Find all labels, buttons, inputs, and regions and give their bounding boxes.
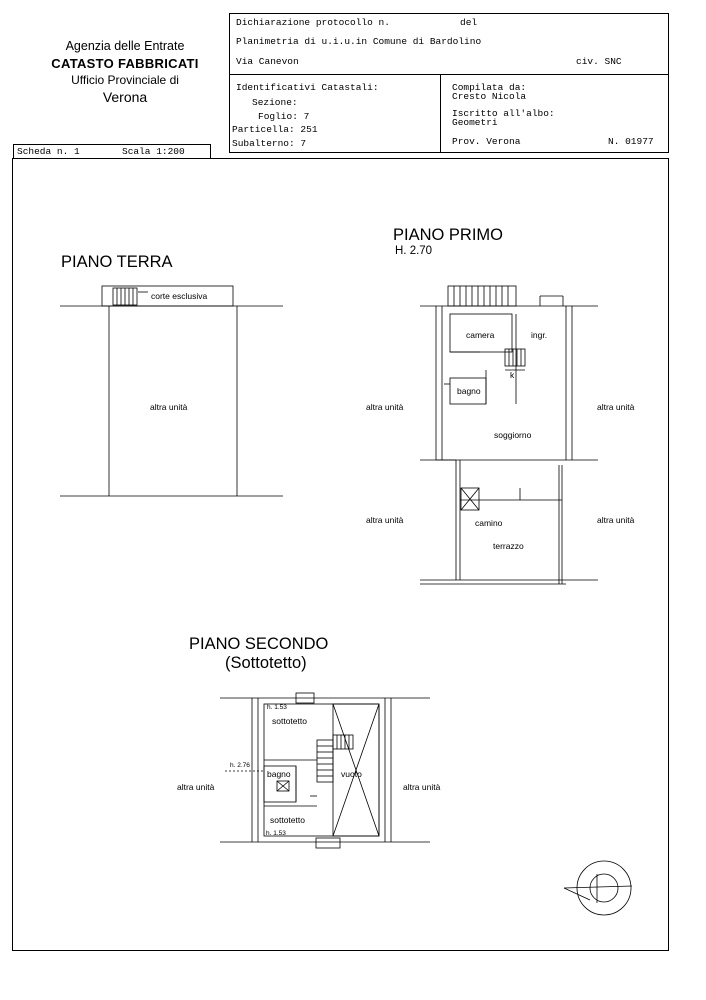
height-bottom-label: h. 1.53: [266, 830, 286, 837]
bagno-secondo-label: bagno: [267, 769, 291, 779]
agency-name: Agenzia delle Entrate: [65, 39, 185, 53]
ingresso-label: ingr.: [531, 330, 548, 340]
dichiarazione-label: Dichiarazione protocollo n.: [236, 17, 390, 28]
albo-value: Geometri: [452, 117, 498, 128]
subalterno-label: Subalterno: 7: [232, 138, 307, 149]
del-label: del: [460, 17, 478, 28]
address-via: Via Canevon: [236, 56, 299, 67]
altra-unita-left-1: altra unità: [366, 402, 404, 412]
altra-unita-label: altra unità: [150, 402, 188, 412]
particella-label: Particella: 251: [232, 124, 318, 135]
camino-label: camino: [475, 518, 503, 528]
k-label: k: [510, 370, 515, 380]
piano-secondo-subtitle: (Sottotetto): [225, 654, 307, 672]
height-top-label: h. 1.53: [267, 704, 287, 711]
piano-primo-height: H. 2.70: [395, 245, 433, 257]
foglio-label: Foglio: 7: [258, 111, 310, 122]
catasto-title: CATASTO FABBRICATI: [51, 56, 199, 71]
altra-unita-right-secondo: altra unità: [403, 782, 441, 792]
altra-unita-right-1: altra unità: [597, 402, 635, 412]
piano-secondo-drawing: [220, 693, 430, 848]
ufficio-label: Ufficio Provinciale di: [71, 73, 179, 87]
address-civ: civ. SNC: [576, 56, 622, 67]
sottotetto-bottom-label: sottotetto: [270, 815, 305, 825]
sezione-label: Sezione:: [252, 97, 298, 108]
identificativi-label: Identificativi Catastali:: [236, 82, 379, 93]
height-mid-label: h. 2.76: [230, 762, 250, 769]
corte-esclusiva-label: corte esclusiva: [151, 291, 208, 301]
vuoto-label: vuoto: [341, 769, 362, 779]
altra-unita-left-secondo: altra unità: [177, 782, 215, 792]
piano-terra-drawing: [60, 286, 283, 496]
bagno-label: bagno: [457, 386, 481, 396]
compilata-label: Compilata da:: [452, 82, 527, 93]
numero-label: N. 01977: [608, 136, 654, 147]
sottotetto-top-label: sottotetto: [272, 716, 307, 726]
soggiorno-label: soggiorno: [494, 430, 532, 440]
piano-terra-title: PIANO TERRA: [61, 253, 173, 271]
north-arrow-icon: [564, 861, 632, 915]
compilatore-name: Cresto Nicola: [452, 91, 527, 102]
ufficio-city: Verona: [102, 89, 148, 105]
scheda-number: Scheda n. 1: [17, 146, 80, 157]
altra-unita-right-2: altra unità: [597, 515, 635, 525]
planimetria-label: Planimetria di u.i.u.in Comune di Bardolino: [236, 36, 482, 47]
altra-unita-left-2: altra unità: [366, 515, 404, 525]
camera-label: camera: [466, 330, 495, 340]
terrazzo-label: terrazzo: [493, 541, 524, 551]
piano-primo-title: PIANO PRIMO: [393, 226, 504, 244]
iscritto-label: Iscritto all'albo:: [452, 108, 555, 119]
prov-label: Prov. Verona: [452, 136, 521, 147]
piano-secondo-title: PIANO SECONDO: [189, 635, 329, 653]
scala-label: Scala 1:200: [122, 146, 185, 157]
